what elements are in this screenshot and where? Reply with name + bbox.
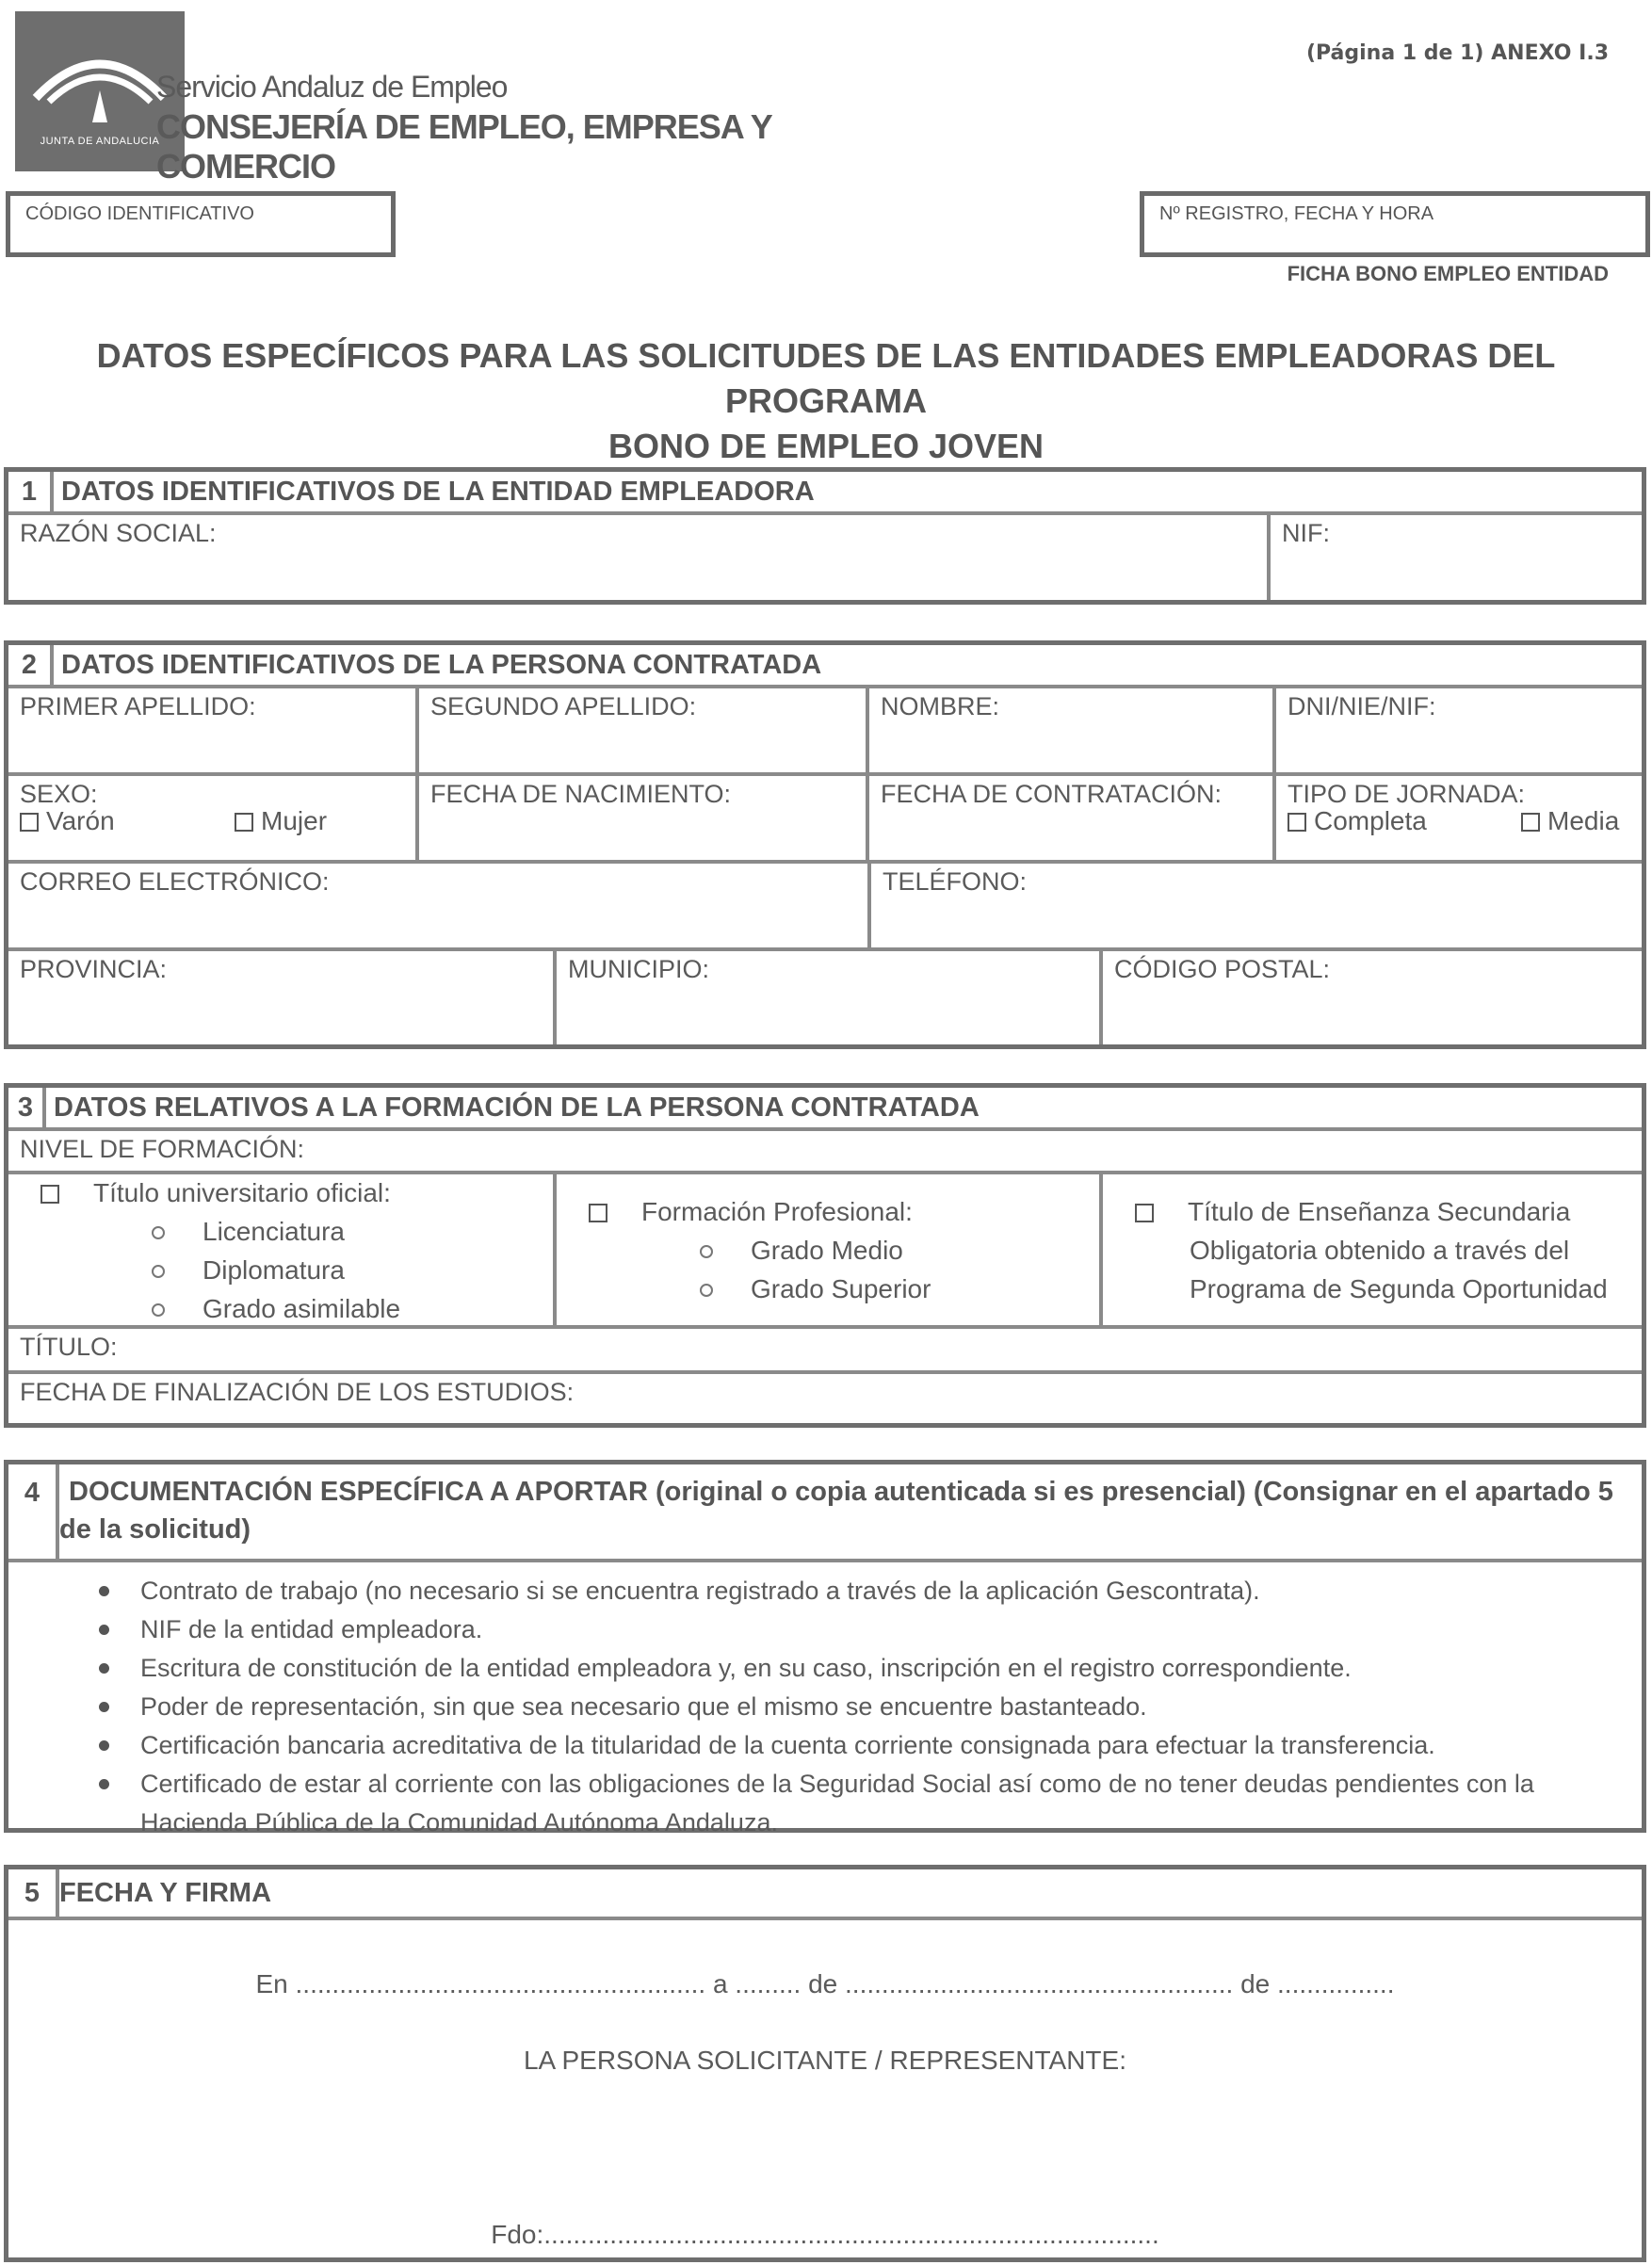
completa-label: Completa: [1314, 806, 1427, 835]
section-1-number: 1: [8, 472, 54, 511]
tipo-jornada-field: [1272, 776, 1642, 864]
fecha-contratacion-field[interactable]: [866, 776, 1276, 864]
dni-field[interactable]: [1272, 688, 1642, 776]
varon-option[interactable]: [20, 806, 115, 836]
section-3-header: [8, 1088, 1642, 1127]
provincia-label: PROVINCIA:: [20, 955, 168, 983]
formacion-options-row: [8, 1171, 1642, 1329]
section-1-title: DATOS IDENTIFICATIVOS DE LA ENTIDAD EMPLEADORA: [61, 477, 815, 507]
codigo-identificativo-box[interactable]: [6, 191, 396, 257]
eso-cell: [1099, 1174, 1642, 1329]
section-4-number: 4: [8, 1464, 59, 1559]
section-2-row-3: [8, 860, 1642, 951]
registro-label: Nº REGISTRO, FECHA Y HORA: [1159, 203, 1434, 224]
fecha-fin-estudios-label: FECHA DE FINALIZACIÓN DE LOS ESTUDIOS:: [20, 1378, 575, 1406]
nombre-field[interactable]: [866, 688, 1276, 776]
doc-item: Certificación bancaria acreditativa de la titularidad de la cuenta corriente consignada para efectuar la transferencia.: [99, 1726, 1534, 1765]
fecha-contratacion-label: FECHA DE CONTRATACIÓN:: [881, 780, 1223, 808]
grado-medio-radio[interactable]: [700, 1245, 713, 1258]
grado-asimilable-option[interactable]: [152, 1294, 400, 1324]
univ-option[interactable]: [40, 1178, 391, 1208]
media-checkbox[interactable]: [1521, 813, 1540, 832]
section-5-header: [8, 1869, 1642, 1917]
eso-label-3: Programa de Segunda Oportunidad: [1190, 1274, 1608, 1303]
codigo-identificativo-label: CÓDIGO IDENTIFICATIVO: [25, 203, 254, 224]
mujer-checkbox[interactable]: [235, 813, 253, 832]
primer-apellido-field[interactable]: [8, 688, 415, 776]
univ-label: Título universitario oficial:: [93, 1178, 391, 1207]
mujer-label: Mujer: [261, 806, 328, 835]
section-1-header: [8, 472, 1642, 511]
varon-checkbox[interactable]: [20, 813, 39, 832]
section-2-row-2: [8, 772, 1642, 864]
section-2-row-1: [8, 685, 1642, 776]
eso-label-1: Título de Enseñanza Secundaria: [1188, 1197, 1571, 1226]
univ-cell: [8, 1174, 553, 1329]
section-5-number: 5: [8, 1869, 59, 1917]
section-3-number: 3: [8, 1088, 46, 1127]
section-2-row-4: [8, 947, 1642, 1044]
registro-box[interactable]: [1140, 191, 1650, 257]
sexo-field: [8, 776, 415, 864]
page-title-line1: DATOS ESPECÍFICOS PARA LAS SOLICITUDES DE LAS ENTIDADES EMPLEADORAS DEL PROGRAMA: [96, 336, 1556, 420]
section-1: [4, 467, 1646, 605]
section-5: [4, 1865, 1646, 2262]
section-2-header: [8, 645, 1642, 685]
nivel-formacion-label: NIVEL DE FORMACIÓN:: [20, 1135, 305, 1163]
completa-checkbox[interactable]: [1288, 813, 1306, 832]
sexo-label: SEXO:: [20, 780, 98, 808]
grado-asimilable-label: Grado asimilable: [202, 1294, 401, 1323]
org-ministry: CONSEJERÍA DE EMPLEO, EMPRESA Y COMERCIO: [156, 107, 772, 186]
grado-superior-option[interactable]: [700, 1274, 931, 1304]
section-3-title: DATOS RELATIVOS A LA FORMACIÓN DE LA PERSONA CONTRATADA: [54, 1092, 980, 1123]
documentacion-list-row: [8, 1559, 1642, 1836]
razon-social-label: RAZÓN SOCIAL:: [20, 519, 217, 547]
razon-social-field[interactable]: [8, 515, 1267, 600]
page-info: (Página 1 de 1) ANEXO I.3: [1305, 41, 1609, 65]
dni-label: DNI/NIE/NIF:: [1288, 692, 1436, 720]
doc-item: Contrato de trabajo (no necesario si se encuentra registrado a través de la aplicación Gescontrata).: [99, 1572, 1534, 1610]
section-4-title-line1: DOCUMENTACIÓN ESPECÍFICA A APORTAR (original o copia autenticada si es presencial) (Consignar en el apartado 5: [69, 1477, 1613, 1507]
univ-checkbox[interactable]: [40, 1185, 59, 1204]
licenciatura-radio[interactable]: [152, 1226, 165, 1239]
page-title-line2: BONO DE EMPLEO JOVEN: [607, 427, 1045, 465]
section-2-number: 2: [8, 645, 54, 685]
tipo-jornada-label: TIPO DE JORNADA:: [1288, 780, 1526, 808]
fecha-nacimiento-field[interactable]: [415, 776, 869, 864]
section-4-title-line2: de la solicitud): [59, 1514, 251, 1545]
grado-superior-label: Grado Superior: [751, 1274, 931, 1303]
primer-apellido-label: PRIMER APELLIDO:: [20, 692, 256, 720]
municipio-label: MUNICIPIO:: [568, 955, 710, 983]
grado-medio-label: Grado Medio: [751, 1236, 903, 1265]
section-3: [4, 1083, 1646, 1428]
section-2-title: DATOS IDENTIFICATIVOS DE LA PERSONA CONTRATADA: [61, 650, 822, 680]
firmante-label: LA PERSONA SOLICITANTE / REPRESENTANTE:: [523, 2046, 1126, 2075]
media-option[interactable]: [1521, 806, 1619, 836]
diplomatura-radio[interactable]: [152, 1265, 165, 1278]
provincia-field[interactable]: [8, 951, 553, 1044]
correo-label: CORREO ELECTRÓNICO:: [20, 867, 330, 896]
nombre-label: NOMBRE:: [881, 692, 1000, 720]
fp-option[interactable]: [589, 1197, 913, 1227]
documentacion-list: [99, 1572, 1534, 1842]
segundo-apellido-field[interactable]: [415, 688, 869, 776]
mujer-option[interactable]: [235, 806, 327, 836]
varon-label: Varón: [46, 806, 115, 835]
correo-field[interactable]: [8, 864, 867, 951]
org-service: Servicio Andaluz de Empleo: [156, 70, 508, 104]
nif-entidad-field[interactable]: [1267, 515, 1642, 600]
section-1-row: [8, 511, 1642, 600]
section-2: [4, 640, 1646, 1049]
municipio-field[interactable]: [553, 951, 1103, 1044]
eso-option[interactable]: [1135, 1197, 1570, 1227]
logo-caption: JUNTA DE ANDALUCIA: [40, 136, 160, 147]
section-4-header: [8, 1464, 1642, 1559]
fdo-line[interactable]: Fdo:....................................................................................: [491, 2220, 1159, 2249]
telefono-field[interactable]: [867, 864, 1642, 951]
section-5-title: FECHA Y FIRMA: [59, 1878, 272, 1908]
fecha-lugar-line[interactable]: En ........................................................ a ......... de ..................................................... de ................: [255, 1969, 1395, 1998]
media-label: Media: [1547, 806, 1620, 835]
eso-checkbox[interactable]: [1135, 1204, 1154, 1222]
diplomatura-label: Diplomatura: [202, 1255, 345, 1285]
licenciatura-label: Licenciatura: [202, 1217, 345, 1246]
diplomatura-option[interactable]: [152, 1255, 345, 1286]
doc-item: NIF de la entidad empleadora.: [99, 1610, 1534, 1649]
eso-label-2: Obligatoria obtenido a través del: [1190, 1236, 1570, 1265]
page-title: [0, 333, 1652, 469]
grado-superior-radio[interactable]: [700, 1284, 713, 1297]
completa-option[interactable]: [1288, 806, 1427, 836]
doc-item: Escritura de constitución de la entidad empleadora y, en su caso, inscripción en el registro correspondiente.: [99, 1649, 1534, 1688]
doc-item: Certificado de estar al corriente con las obligaciones de la Seguridad Social así como de no tener deudas pendientes con la: [99, 1765, 1534, 1804]
fp-label: Formación Profesional:: [641, 1197, 913, 1226]
segundo-apellido-label: SEGUNDO APELLIDO:: [430, 692, 697, 720]
fecha-nacimiento-label: FECHA DE NACIMIENTO:: [430, 780, 732, 808]
ficha-label: FICHA BONO EMPLEO ENTIDAD: [1287, 262, 1609, 285]
fecha-fin-estudios-field[interactable]: [8, 1370, 1642, 1423]
codigo-postal-label: CÓDIGO POSTAL:: [1114, 955, 1331, 983]
licenciatura-option[interactable]: [152, 1217, 345, 1247]
nivel-formacion-row: [8, 1127, 1642, 1174]
codigo-postal-field[interactable]: [1099, 951, 1642, 1044]
section-4: [4, 1460, 1646, 1836]
doc-item: Poder de representación, sin que sea necesario que el mismo se encuentre bastanteado.: [99, 1688, 1534, 1726]
fp-cell: [553, 1174, 1103, 1329]
nif-entidad-label: NIF:: [1282, 519, 1330, 547]
titulo-label: TÍTULO:: [20, 1333, 118, 1361]
grado-asimilable-radio[interactable]: [152, 1303, 165, 1317]
fp-checkbox[interactable]: [589, 1204, 607, 1222]
firma-area: [8, 1917, 1642, 2257]
titulo-field[interactable]: [8, 1325, 1642, 1374]
grado-medio-option[interactable]: [700, 1236, 903, 1266]
telefono-label: TELÉFONO:: [883, 867, 1028, 896]
doc-item-continuation: Hacienda Pública de la Comunidad Autónoma Andaluza.: [140, 1808, 778, 1836]
